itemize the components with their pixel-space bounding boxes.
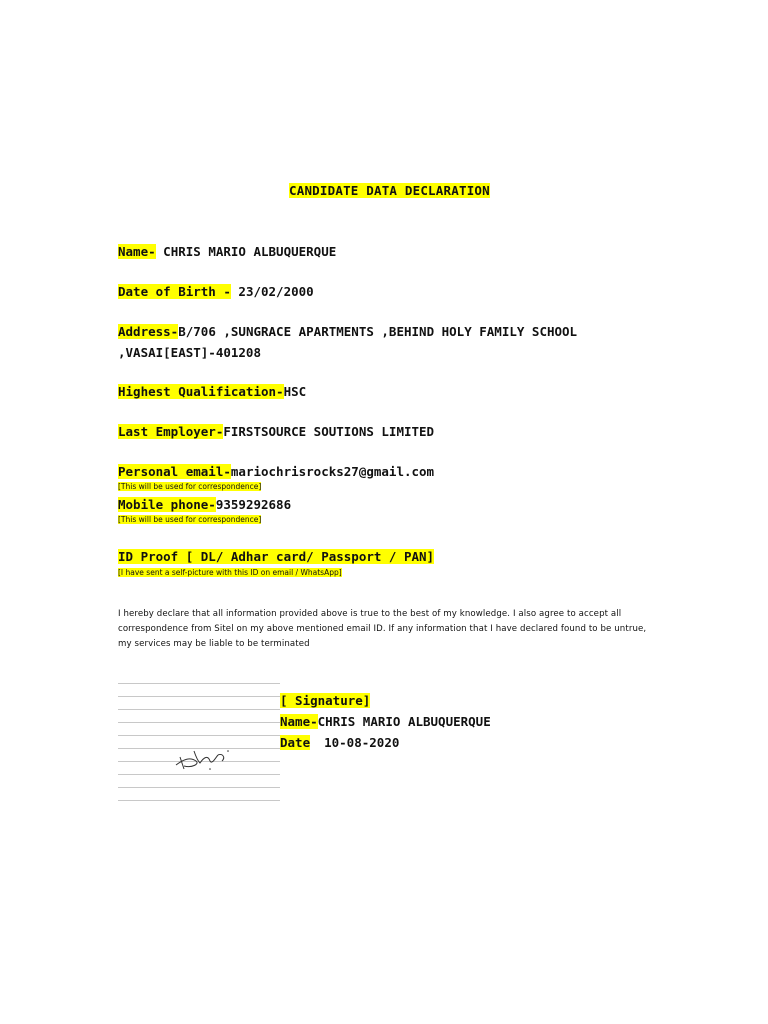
signature-label: [ Signature] — [280, 693, 371, 708]
declaration-text: I hereby declare that all information provided above is true to the best of my knowledge. I also agree to accept all correspondence from Sitel on my above mentioned email ID. If any information that I have declared found to be untrue, my services may be liable to be terminated — [118, 609, 647, 649]
signature-pad — [118, 673, 280, 813]
name-value: CHRIS MARIO ALBUQUERQUE — [155, 244, 337, 259]
signature-date-label: Date — [280, 735, 311, 750]
signature-date-value: 10-08-2020 — [324, 735, 400, 750]
handwritten-signature-icon — [170, 743, 240, 773]
email-label: Personal email- — [118, 464, 231, 479]
signature-name-label: Name- — [280, 714, 318, 729]
document-title: CANDIDATE DATA DECLARATION — [289, 183, 490, 198]
address-row — [118, 324, 577, 339]
address-value-line2: ,VASAI[EAST]-401208 — [118, 345, 261, 360]
name-label: Name- — [118, 244, 156, 259]
phone-note: [This will be used for correspondence] — [118, 515, 262, 524]
employer-label: Last Employer- — [118, 424, 224, 439]
qualification-value: HSC — [283, 384, 307, 399]
signature-label-row — [280, 693, 370, 708]
dob-value: 23/02/2000 — [230, 284, 314, 299]
qualification-label: Highest Qualification- — [118, 384, 284, 399]
address-row-2 — [118, 345, 261, 360]
email-row — [118, 464, 434, 479]
signature-name-value: CHRIS MARIO ALBUQUERQUE — [317, 714, 491, 729]
id-proof-note: [I have sent a self-picture with this ID on email / WhatsApp] — [118, 568, 342, 577]
qualification-row — [118, 384, 306, 399]
phone-row — [118, 497, 291, 512]
id-proof-label: ID Proof [ DL/ Adhar card/ Passport / PAN] — [118, 549, 435, 564]
employer-row — [118, 424, 434, 439]
id-proof-row — [118, 549, 434, 564]
email-note: [This will be used for correspondence] — [118, 482, 262, 491]
signature-name-row — [280, 714, 491, 729]
name-row — [118, 244, 336, 259]
phone-value: 9359292686 — [215, 497, 292, 512]
dob-row — [118, 284, 314, 299]
address-value-line1: B/706 ,SUNGRACE APARTMENTS ,BEHIND HOLY FAMILY SCHOOL — [178, 324, 578, 339]
phone-label: Mobile phone- — [118, 497, 216, 512]
address-label: Address- — [118, 324, 179, 339]
dob-label: Date of Birth - — [118, 284, 231, 299]
employer-value: FIRSTSOURCE SOUTIONS LIMITED — [223, 424, 435, 439]
signature-date-row — [280, 735, 399, 750]
email-value: mariochrisrocks27@gmail.com — [230, 464, 435, 479]
